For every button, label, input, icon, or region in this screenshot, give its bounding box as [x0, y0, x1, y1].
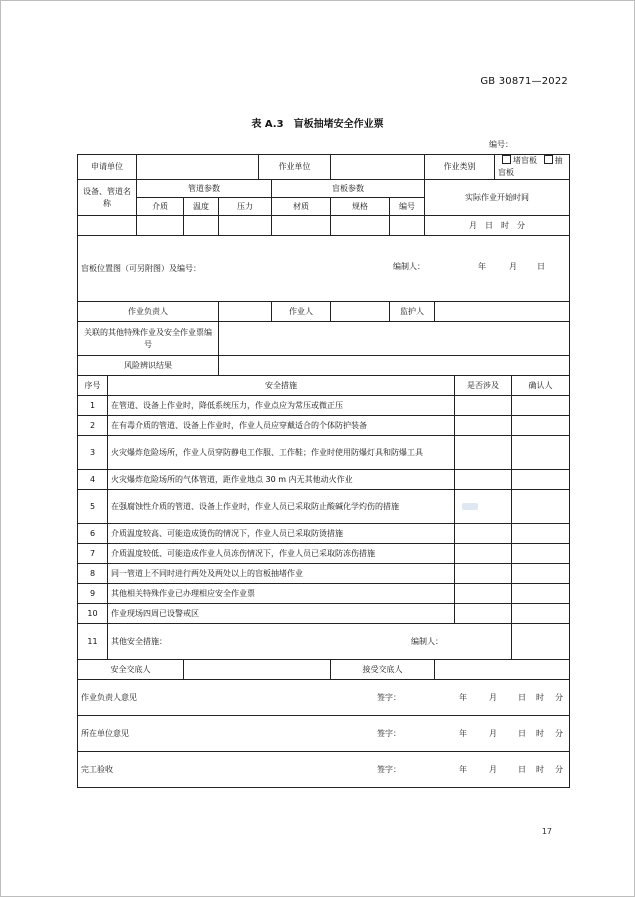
actual-start-time-label: 实际作业开始时间	[425, 180, 570, 216]
completion-day: 日	[518, 764, 526, 774]
standard-code: GB 30871—2022	[480, 76, 568, 87]
measure-no: 3	[78, 436, 108, 470]
handover-giver-field[interactable]	[184, 660, 331, 680]
leader-opinion-label: 作业负责人意见	[81, 692, 137, 702]
leader-opinion-cell[interactable]	[78, 680, 570, 716]
risk-result-field[interactable]	[219, 356, 570, 376]
pressure-label: 压力	[219, 198, 272, 216]
guardian-label: 监护人	[390, 302, 435, 322]
measure-row	[78, 544, 570, 564]
measure-no-header: 序号	[78, 376, 108, 396]
involved-cell[interactable]	[455, 490, 512, 524]
pipe-params-label: 管道参数	[137, 180, 272, 198]
confirm-cell[interactable]	[512, 490, 570, 524]
measure-no: 11	[78, 624, 108, 660]
confirm-cell[interactable]	[512, 604, 570, 624]
page-number: 17	[541, 827, 552, 836]
involved-cell[interactable]	[455, 436, 512, 470]
measure-text: 介质温度较低、可能造成作业人员冻伤情况下，作业人员已采取防冻伤措施	[108, 544, 455, 564]
work-permit-table	[77, 154, 570, 788]
measure-text: 在管道、设备上作业时，降低系统压力，作业点应为常压或微正压	[108, 396, 455, 416]
work-type-label: 作业类别	[425, 155, 495, 180]
apply-unit-field[interactable]	[137, 155, 259, 180]
medium-label: 介质	[137, 198, 184, 216]
equipment-name-label: 设备、管道名称	[78, 180, 137, 216]
leader-minute: 分	[555, 692, 563, 702]
medium-field[interactable]	[137, 216, 184, 236]
risk-result-label: 风险辨识结果	[78, 356, 219, 376]
measure-no: 4	[78, 470, 108, 490]
work-unit-field[interactable]	[331, 155, 425, 180]
number-field[interactable]	[390, 216, 425, 236]
related-permits-field[interactable]	[219, 322, 570, 356]
temperature-field[interactable]	[184, 216, 219, 236]
measure-row	[78, 470, 570, 490]
handover-giver-label: 安全交底人	[78, 660, 184, 680]
involved-cell[interactable]	[455, 584, 512, 604]
completion-acceptance-cell[interactable]	[78, 752, 570, 788]
position-year: 年	[478, 261, 486, 271]
completion-minute: 分	[555, 764, 563, 774]
measure-no: 7	[78, 544, 108, 564]
position-month: 月	[509, 261, 517, 271]
handover-receiver-field[interactable]	[435, 660, 570, 680]
completion-month: 月	[489, 764, 497, 774]
related-permits-label: 关联的其他特殊作业及安全作业票编号	[78, 322, 219, 356]
measure-row	[78, 490, 570, 524]
measure-text: 同一管道上不同时进行两处及两处以上的盲板抽堵作业	[108, 564, 455, 584]
handover-receiver-label: 接受交底人	[331, 660, 435, 680]
measure-no: 5	[78, 490, 108, 524]
confirm-cell[interactable]	[512, 624, 570, 660]
measure-text: 在强腐蚀性介质的管道、设备上作业时，作业人员已采取防止酸碱化学灼伤的措施	[108, 490, 455, 524]
equipment-name-field[interactable]	[78, 216, 137, 236]
unit-month: 月	[489, 728, 497, 738]
unit-minute: 分	[555, 728, 563, 738]
pressure-field[interactable]	[219, 216, 272, 236]
blind-params-label: 盲板参数	[272, 180, 425, 198]
unit-year: 年	[459, 728, 467, 738]
work-type-options	[495, 155, 570, 180]
confirm-cell[interactable]	[512, 524, 570, 544]
apply-unit-label: 申请单位	[78, 155, 137, 180]
blind-position-section[interactable]	[78, 236, 570, 302]
measure-header: 安全措施	[108, 376, 455, 396]
material-field[interactable]	[272, 216, 331, 236]
measure-row	[78, 416, 570, 436]
remove-blind-checkbox[interactable]	[544, 155, 553, 164]
confirm-cell[interactable]	[512, 436, 570, 470]
serial-number-label: 编号：	[489, 140, 513, 149]
measure-row	[78, 396, 570, 416]
confirm-cell[interactable]	[512, 416, 570, 436]
temperature-label: 温度	[184, 198, 219, 216]
measure-text: 火灾爆炸危险场所，作业人员穿防静电工作服、工作鞋；作业时使用防爆灯具和防爆工具	[108, 436, 455, 470]
involved-cell[interactable]	[455, 564, 512, 584]
measure-row	[78, 584, 570, 604]
unit-opinion-label: 所在单位意见	[81, 728, 129, 738]
material-label: 材质	[272, 198, 331, 216]
worker-label: 作业人	[272, 302, 331, 322]
other-measures-label: 其他安全措施：	[111, 636, 167, 646]
measure-row	[78, 624, 570, 660]
involved-cell[interactable]	[455, 524, 512, 544]
confirm-cell[interactable]	[512, 470, 570, 490]
completion-hour: 时	[536, 764, 544, 774]
measure-no: 10	[78, 604, 108, 624]
confirm-cell[interactable]	[512, 544, 570, 564]
involved-cell[interactable]	[455, 470, 512, 490]
block-blind-checkbox[interactable]	[502, 155, 511, 164]
blind-position-label: 盲板位置图（可另附图）及编号：	[81, 263, 201, 273]
confirm-cell[interactable]	[512, 584, 570, 604]
other-measures-cell[interactable]	[108, 624, 512, 660]
measure-text: 其他相关特殊作业已办理相应安全作业票	[108, 584, 455, 604]
leader-hour: 时	[536, 692, 544, 702]
work-leader-label: 作业负责人	[78, 302, 219, 322]
measure-text: 火灾爆炸危险场所的气体管道，距作业地点 30 m 内无其他动火作业	[108, 470, 455, 490]
leader-year: 年	[459, 692, 467, 702]
measure-row	[78, 436, 570, 470]
involved-cell[interactable]	[455, 604, 512, 624]
confirm-cell[interactable]	[512, 564, 570, 584]
unit-hour: 时	[536, 728, 544, 738]
number-label: 编号	[390, 198, 425, 216]
involved-cell[interactable]	[455, 396, 512, 416]
completion-year: 年	[459, 764, 467, 774]
position-drawer-label: 编制人：	[393, 261, 425, 271]
completion-acceptance-label: 完工验收	[81, 764, 113, 774]
work-leader-field[interactable]	[219, 302, 272, 322]
measure-text: 作业现场四周已设警戒区	[108, 604, 455, 624]
other-measures-drawer: 编制人：	[411, 636, 443, 646]
unit-day: 日	[518, 728, 526, 738]
measure-text: 介质温度较高、可能造成烫伤的情况下，作业人员已采取防烫措施	[108, 524, 455, 544]
leader-day: 日	[518, 692, 526, 702]
worker-field[interactable]	[331, 302, 390, 322]
completion-sign-label: 签字：	[377, 764, 401, 774]
confirm-cell[interactable]	[512, 396, 570, 416]
start-time-field[interactable]: 月 日 时 分	[425, 216, 570, 236]
work-unit-label: 作业单位	[259, 155, 331, 180]
spec-label: 规格	[331, 198, 390, 216]
table-title: 表 A.3 盲板抽堵安全作业票	[251, 119, 384, 130]
block-blind-label: 堵盲板	[513, 156, 538, 165]
measure-row	[78, 524, 570, 544]
spec-field[interactable]	[331, 216, 390, 236]
unit-sign-label: 签字：	[377, 728, 401, 738]
involved-cell[interactable]	[455, 416, 512, 436]
involved-cell[interactable]	[455, 544, 512, 564]
leader-month: 月	[489, 692, 497, 702]
involved-header: 是否涉及	[455, 376, 512, 396]
measure-no: 9	[78, 584, 108, 604]
guardian-field[interactable]	[435, 302, 570, 322]
measure-text: 在有毒介质的管道、设备上作业时，作业人员应穿戴适合的个体防护装备	[108, 416, 455, 436]
remove-blind-label: 抽盲板	[498, 156, 563, 177]
measure-no: 2	[78, 416, 108, 436]
scan-mark	[462, 503, 478, 510]
measure-no: 1	[78, 396, 108, 416]
measure-row	[78, 604, 570, 624]
confirm-header: 确认人	[512, 376, 570, 396]
leader-sign-label: 签字：	[377, 692, 401, 702]
position-day: 日	[537, 261, 545, 271]
measure-no: 8	[78, 564, 108, 584]
measure-no: 6	[78, 524, 108, 544]
unit-opinion-cell[interactable]	[78, 716, 570, 752]
measure-row	[78, 564, 570, 584]
